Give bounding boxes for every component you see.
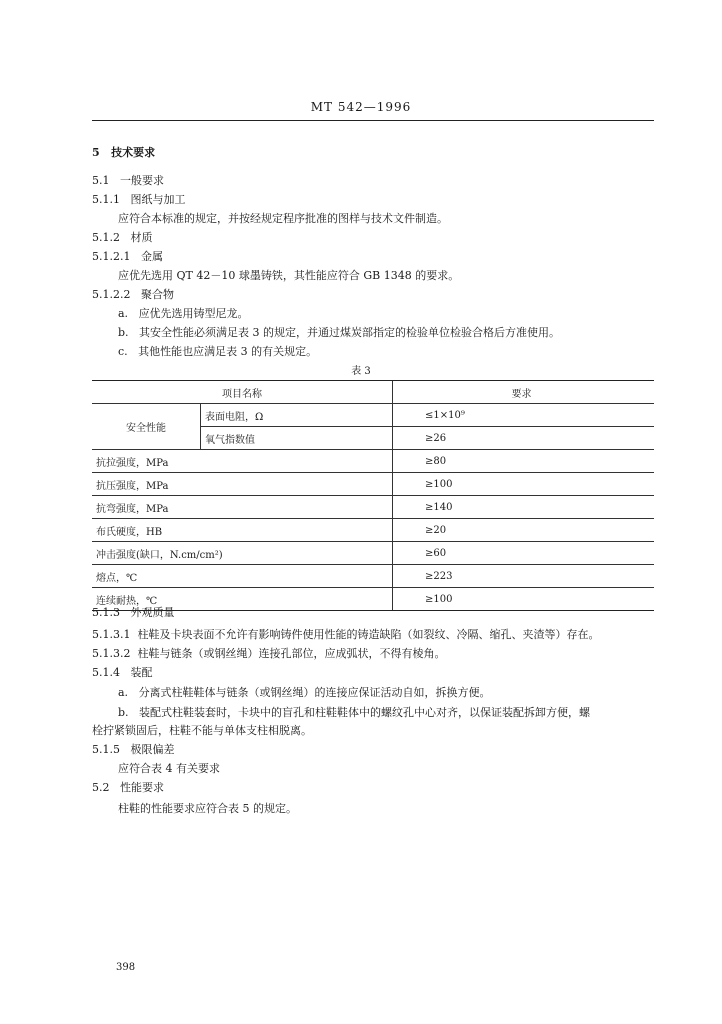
section-title: 极限偏差: [130, 743, 175, 756]
list-marker: a.: [118, 686, 129, 699]
paragraph: 应优先选用 QT 42－10 球墨铸铁，其性能应符合 GB 1348 的要求。: [118, 269, 460, 282]
row-name: 布氏硬度，HB: [92, 519, 393, 542]
section-number: 5.2: [92, 781, 110, 794]
row-name: 冲击强度(缺口，N.cm/cm²): [92, 542, 393, 565]
paragraph: 应符合表 4 有关要求: [118, 762, 220, 775]
section-title: 装配: [130, 666, 153, 679]
table-caption: 表 3: [351, 366, 371, 377]
row-value: ≥100: [393, 473, 655, 496]
header-item: 项目名称: [92, 381, 393, 404]
row-value: ≥80: [393, 450, 655, 473]
section-number: 5.1.2: [92, 231, 120, 244]
section-5-1-5: [92, 741, 175, 757]
list-text: 应优先选用铸型尼龙。: [138, 307, 249, 320]
table-header-row: [92, 381, 654, 404]
paragraph: 应符合本标准的规定，并按经规定程序批准的图样与技术文件制造。: [118, 212, 448, 225]
section-title: 材质: [130, 231, 153, 244]
row-name: 熔点，℃: [92, 565, 393, 588]
row-value: ≥26: [393, 427, 655, 450]
table-row: [92, 450, 654, 473]
table-row: [92, 473, 654, 496]
section-title: 聚合物: [140, 288, 174, 301]
row-name: 氧气指数值: [201, 427, 393, 450]
list-item: [118, 343, 317, 359]
list-marker: b.: [118, 326, 129, 339]
section-title: 性能要求: [120, 781, 164, 794]
list-marker: a.: [118, 307, 129, 320]
list-item: [118, 305, 249, 321]
section-number: 5.1.3.1: [92, 628, 131, 641]
section-5-1: [92, 172, 164, 188]
table-row: [92, 565, 654, 588]
list-item: [118, 704, 590, 720]
section-title: 图纸与加工: [130, 193, 186, 206]
section-text: 柱鞋与链条（或钢丝绳）连接孔部位，应成弧状，不得有棱角。: [137, 647, 446, 660]
section-5-1-3-2: [92, 645, 445, 661]
section-title: 金属: [140, 250, 163, 263]
list-text: 装配式柱鞋装套时，卡块中的盲孔和柱鞋鞋体中的螺纹孔中心对齐，以保证装配拆卸方便，螺: [139, 706, 591, 719]
row-name: 抗压强度，MPa: [92, 473, 393, 496]
section-5-1-1: [92, 191, 186, 207]
section-text: 柱鞋及卡块表面不允许有影响铸件使用性能的铸造缺陷（如裂纹、冷隔、缩孔、夹渣等）存在。: [137, 628, 600, 641]
header-requirement: 要求: [393, 381, 655, 404]
section-5-1-3-1: [92, 626, 599, 642]
row-value: ≥223: [393, 565, 655, 588]
section-5-1-3: [92, 604, 175, 620]
row-value: ≥100: [393, 588, 655, 611]
section-number: 5.1.3: [92, 606, 120, 619]
row-name: 抗拉强度，MPa: [92, 450, 393, 473]
table-row: [92, 404, 654, 427]
row-value: ≤1×10⁹: [393, 404, 655, 427]
section-title: 外观质量: [130, 606, 175, 619]
row-name: 连续耐热，℃: [92, 588, 393, 611]
section-5-1-2: [92, 229, 153, 245]
table-3: [92, 380, 654, 611]
table-row: [92, 542, 654, 565]
table-row: [92, 496, 654, 519]
section-title: 一般要求: [120, 174, 164, 187]
list-text: 分离式柱鞋鞋体与链条（或钢丝绳）的连接应保证活动自如，拆换方便。: [138, 686, 491, 699]
table-row: [92, 588, 654, 611]
section-number: 5.1.2.1: [92, 250, 131, 263]
paragraph-continuation: 栓拧紧锁固后，柱鞋不能与单体支柱相脱离。: [92, 724, 312, 737]
header-rule: [92, 120, 654, 121]
section-number: 5.1: [92, 174, 110, 187]
list-marker: c.: [118, 345, 128, 358]
list-marker: b.: [118, 706, 129, 719]
section-number: 5.1.5: [92, 743, 120, 756]
list-item: [118, 324, 560, 340]
section-title: 技术要求: [111, 146, 156, 159]
section-5-heading: [92, 144, 155, 160]
section-number: 5.1.2.2: [92, 288, 131, 301]
row-name: 抗弯强度，MPa: [92, 496, 393, 519]
list-text: 其安全性能必须满足表 3 的规定，并通过煤炭部指定的检验单位检验合格后方准使用。: [139, 326, 561, 339]
section-5-1-2-2: [92, 286, 174, 302]
section-5-1-4: [92, 664, 153, 680]
page-number: 398: [116, 962, 136, 973]
row-value: ≥140: [393, 496, 655, 519]
document-header-code: MT 542—1996: [310, 100, 412, 114]
section-number: 5: [92, 146, 100, 159]
section-number: 5.1.4: [92, 666, 120, 679]
paragraph: 柱鞋的性能要求应符合表 5 的规定。: [118, 802, 297, 815]
row-value: ≥60: [393, 542, 655, 565]
list-item: [118, 684, 491, 700]
safety-group-cell: 安全性能: [92, 404, 201, 450]
section-number: 5.1.3.2: [92, 647, 131, 660]
table-row: [92, 519, 654, 542]
list-text: 其他性能也应满足表 3 的有关规定。: [138, 345, 318, 358]
row-name: 表面电阻，Ω: [201, 404, 393, 427]
row-value: ≥20: [393, 519, 655, 542]
section-number: 5.1.1: [92, 193, 120, 206]
section-5-1-2-1: [92, 248, 163, 264]
section-5-2: [92, 779, 164, 795]
